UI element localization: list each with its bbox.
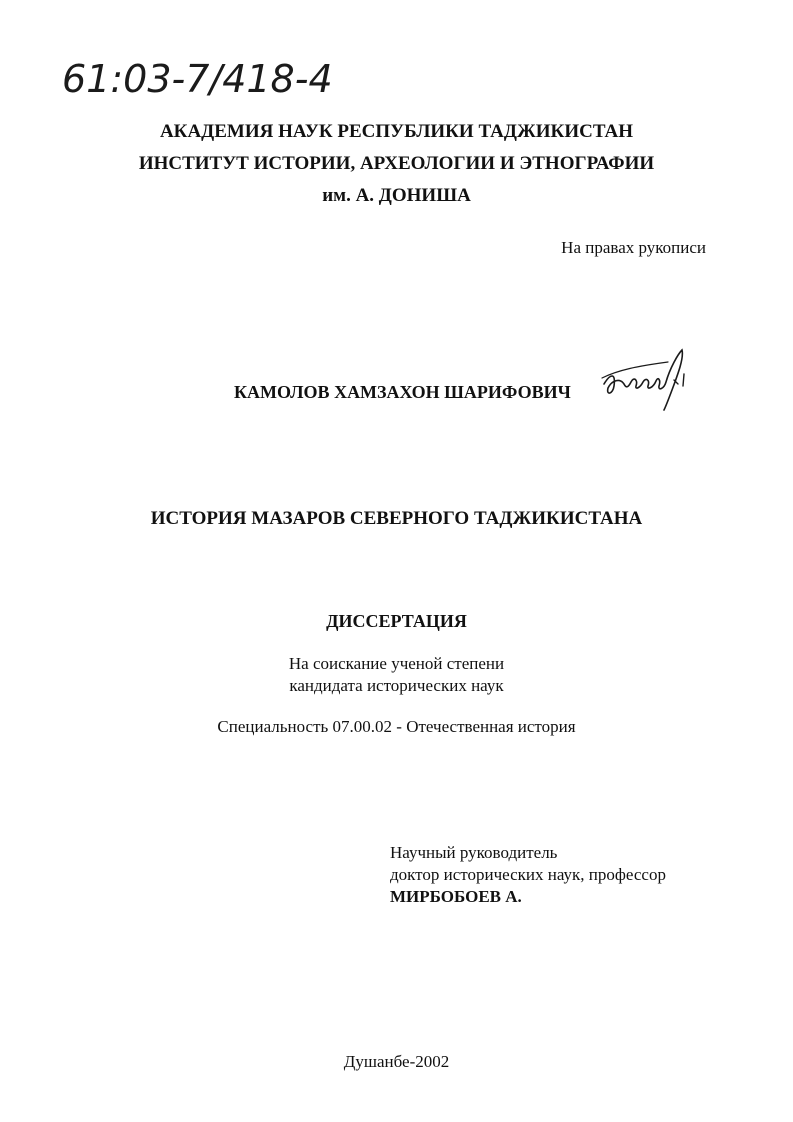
- academy-heading: АКАДЕМИЯ НАУК РЕСПУБЛИКИ ТАДЖИКИСТАН: [159, 121, 634, 142]
- manuscript-note: На правах рукописи: [561, 238, 706, 257]
- document-type: ДИССЕРТАЦИЯ: [326, 611, 467, 631]
- archive-number-text: 61:03-7/418-4: [62, 57, 333, 101]
- degree-line-2: кандидата исторических наук: [289, 676, 504, 695]
- degree-line-1: На соискание ученой степени: [288, 654, 505, 673]
- specialty: Специальность 07.00.02 - Отечественная история: [217, 717, 576, 736]
- advisor-role: Научный руководитель: [390, 843, 558, 862]
- advisor-name: МИРБОБОЕВ А.: [390, 887, 522, 906]
- advisor-degree: доктор исторических наук, профессор: [390, 865, 666, 884]
- author-name: КАМОЛОВ ХАМЗАХОН ШАРИФОВИЧ: [234, 382, 571, 402]
- named-after-heading: им. А. ДОНИША: [322, 185, 471, 206]
- author-signature: [598, 344, 690, 414]
- advisor-block: [390, 842, 666, 908]
- thesis-title: ИСТОРИЯ МАЗАРОВ СЕВЕРНОГО ТАДЖИКИСТАНА: [150, 508, 643, 529]
- archive-number-handwritten: [62, 52, 402, 104]
- city-year: Душанбе-2002: [343, 1052, 450, 1071]
- institute-heading: ИНСТИТУТ ИСТОРИИ, АРХЕОЛОГИИ И ЭТНОГРАФИИ: [138, 153, 655, 174]
